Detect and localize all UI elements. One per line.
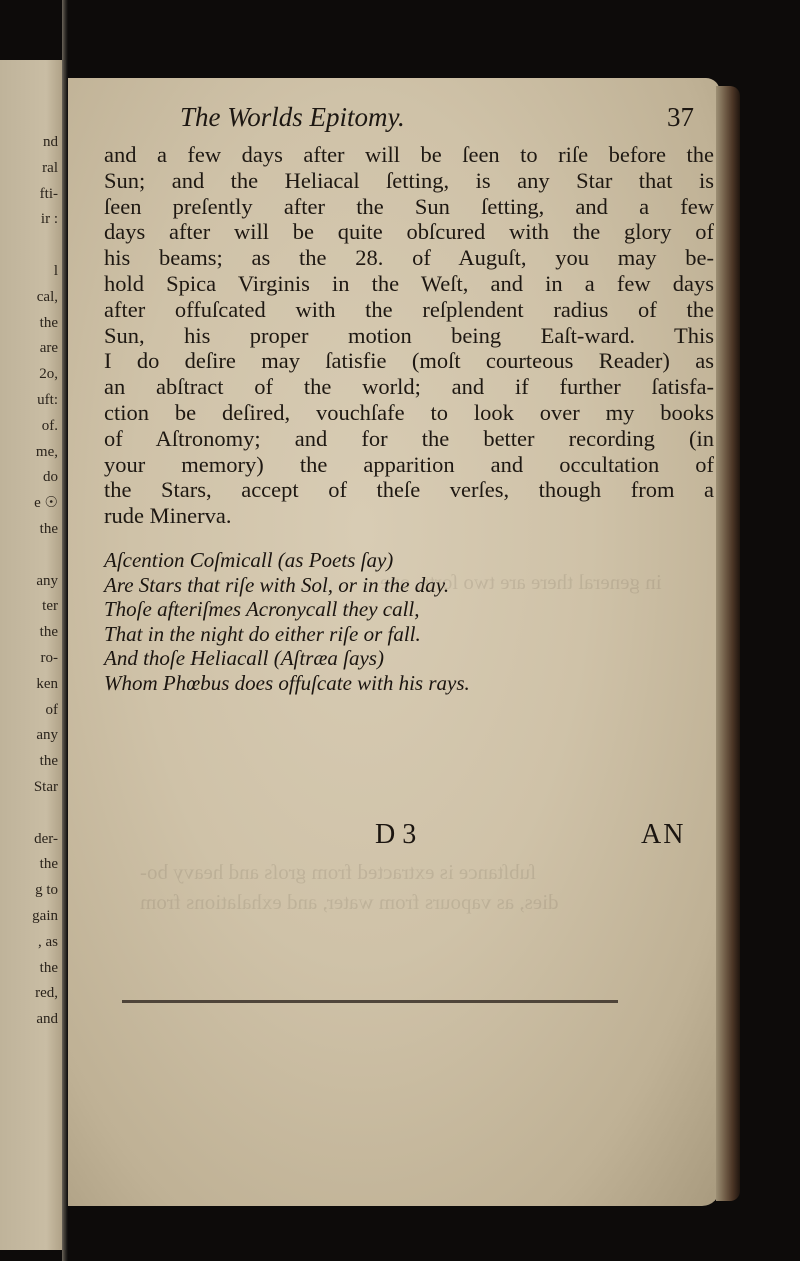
margin-fragment: the xyxy=(39,314,58,331)
margin-fragment: any xyxy=(36,572,58,589)
margin-fragment: ken xyxy=(36,675,58,692)
show-through-text: dies, as vapours from water, and exhalations from xyxy=(140,890,559,914)
verse-block xyxy=(104,548,624,695)
verse-line: And thoſe Heliacall (Aſtræa ſays) xyxy=(104,646,384,670)
margin-fragment: cal, xyxy=(36,288,58,305)
text-line: Sun; and the Heliacal ſetting, is any Star that is xyxy=(104,167,714,193)
margin-fragment: the xyxy=(39,753,58,770)
text-line: his beams; as the 28. of Auguſt, you may be- xyxy=(104,245,714,271)
margin-fragment: g to xyxy=(35,882,58,899)
margin-fragment: , as xyxy=(38,933,58,950)
text-line: ction be deſired, vouchſafe to look over my books xyxy=(104,399,714,425)
margin-fragment: any xyxy=(36,727,58,744)
margin-fragment: ro- xyxy=(40,650,58,666)
text-line: the Stars, accept of theſe verſes, though from a xyxy=(104,477,714,503)
margin-fragment: of xyxy=(45,701,58,718)
text-line: I do deſire may ſatisfie (moſt courteous Reader) as xyxy=(104,348,714,374)
margin-fragment: do xyxy=(43,469,58,486)
margin-fragment: the xyxy=(39,856,58,873)
page-edge xyxy=(716,86,740,1201)
margin-fragment: fti- xyxy=(39,185,58,202)
verse-line: Are Stars that riſe with Sol, or in the day. xyxy=(104,572,450,597)
text-line: Sun, his proper motion being Eaſt-ward. This xyxy=(104,322,714,348)
margin-fragment: ter xyxy=(42,598,58,615)
show-through-text: ſubſtance is extracted from groſs and heavy bo- xyxy=(140,860,536,884)
text-line: hold Spica Virginis in the Weſt, and in a few days xyxy=(104,270,714,296)
margin-fragment: the xyxy=(39,521,58,537)
left-page-fragment xyxy=(0,60,66,1250)
margin-fragment: and xyxy=(36,1011,58,1028)
body-paragraph xyxy=(104,142,714,529)
margin-fragment: ir : xyxy=(40,211,58,228)
margin-fragment: me, xyxy=(35,443,58,460)
text-line: after offuſcated with the reſplendent radius of the xyxy=(104,296,714,322)
catchword: AN xyxy=(641,819,686,850)
margin-fragment: the xyxy=(39,624,58,641)
verse-line: Thoſe afteriſmes Acronycall they call, xyxy=(104,597,420,621)
margin-fragment: e ☉ xyxy=(34,495,58,512)
horizontal-rule xyxy=(122,1000,618,1003)
margin-fragment: 2o, xyxy=(39,366,58,383)
running-head: The Worlds Epitomy. xyxy=(180,102,405,132)
verse-line: That in the night do either riſe or fall. xyxy=(104,621,421,646)
margin-fragment: Star xyxy=(33,779,58,795)
margin-fragment: gain xyxy=(32,908,58,924)
margin-fragment: red, xyxy=(35,985,58,1002)
text-line: an abſtract of the world; and if further ſatisfa- xyxy=(104,374,714,400)
margin-fragment: l xyxy=(53,263,58,279)
text-line: your memory) the apparition and occultation of xyxy=(104,451,714,477)
page-number: 37 xyxy=(667,102,694,132)
text-line: ſeen preſently after the Sun ſetting, and a few xyxy=(104,193,714,219)
text-line: and a few days after will be ſeen to riſe before the xyxy=(104,142,714,167)
margin-fragment: ral xyxy=(42,159,58,176)
text-line: rude Minerva. xyxy=(104,503,232,529)
verse-line: Aſcention Coſmicall (as Poets ſay) xyxy=(104,548,394,572)
margin-fragment: nd xyxy=(43,134,58,150)
margin-fragment: the xyxy=(39,959,58,976)
show-through-text: in general there are two ſorts, one xyxy=(380,570,662,594)
text-line: days after will be quite obſcured with the glory of xyxy=(104,219,714,245)
verse-line: Whom Phœbus does offuſcate with his rays. xyxy=(104,670,470,695)
text-line: of Aſtronomy; and for the better recording (in xyxy=(104,425,714,451)
margin-fragment: der- xyxy=(34,830,58,847)
margin-fragment: of. xyxy=(41,417,58,434)
margin-fragment: are xyxy=(39,340,58,357)
signature-mark: D 3 xyxy=(375,819,417,850)
margin-fragment: uft: xyxy=(37,392,58,408)
